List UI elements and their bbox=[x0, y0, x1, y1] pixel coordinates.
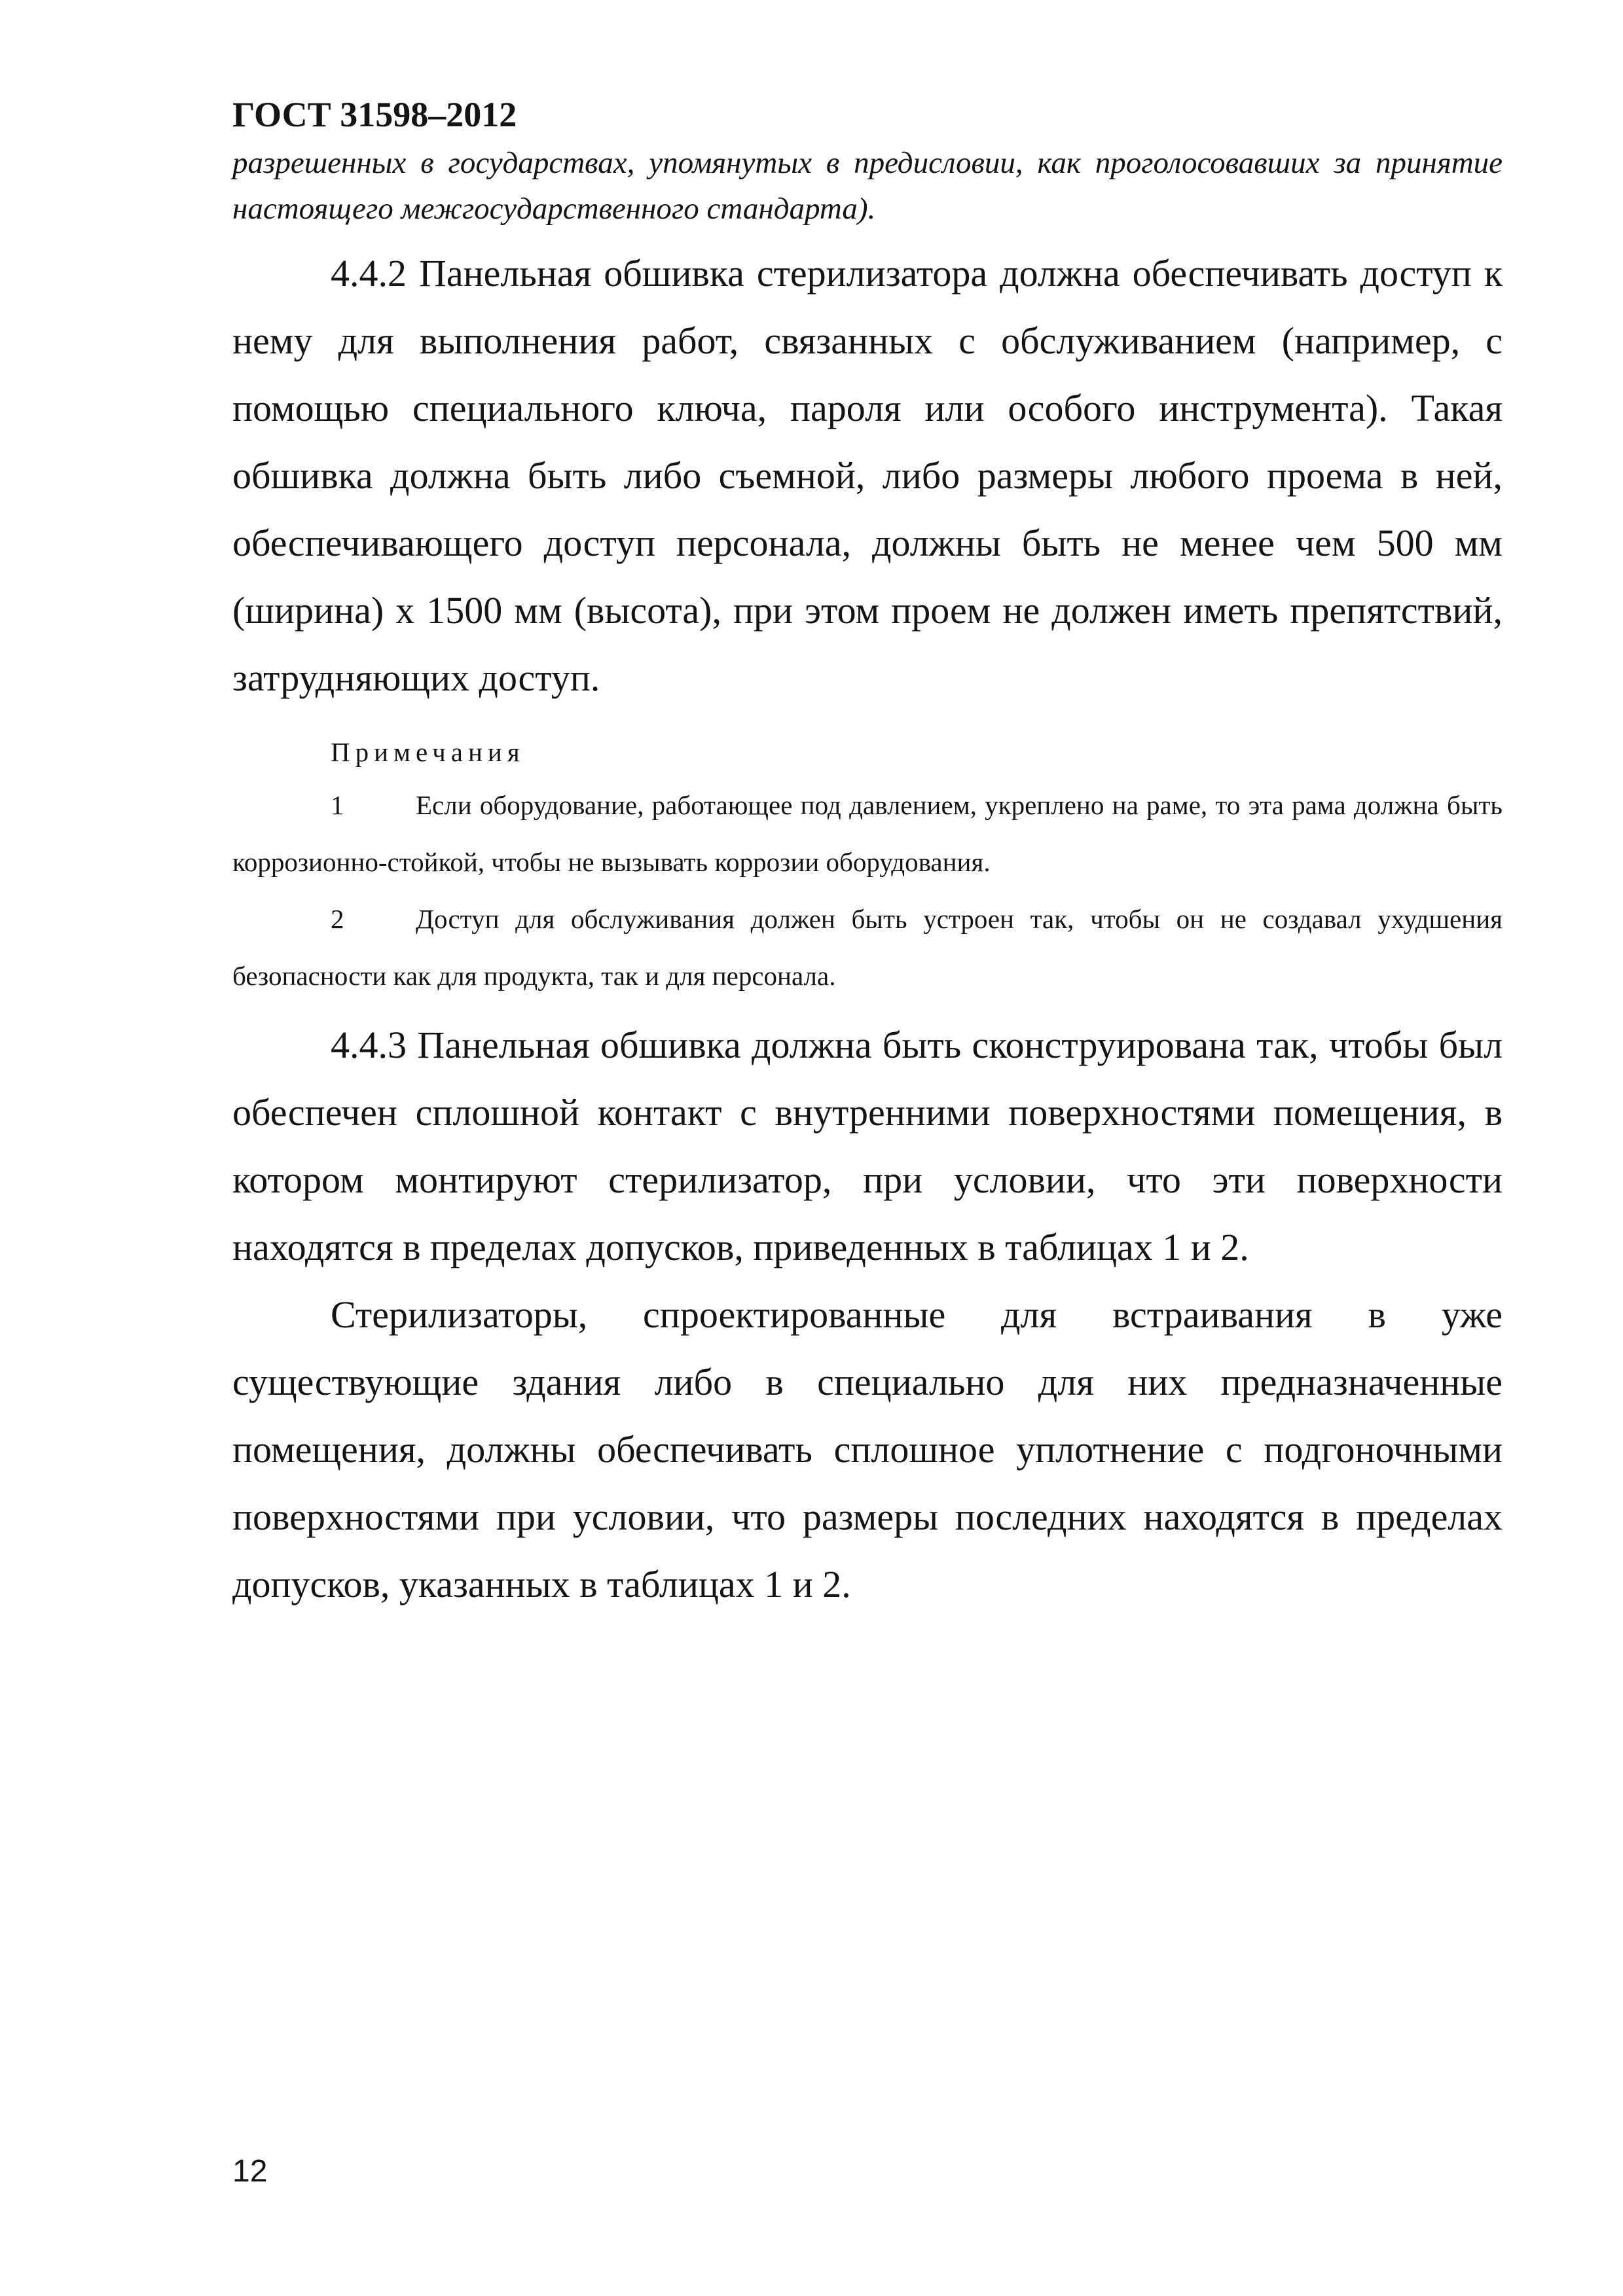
section-text: Панельная обшивка должна быть сконструирована так, чтобы был обеспечен сплошной контакт с внутренними поверхностями помещения, в котором монтируют стерилизатор, при условии, что эти поверхности находятся в пределах допусков, приведенных в таблицах 1 и 2. bbox=[232, 1024, 1503, 1268]
note-item bbox=[232, 777, 1503, 891]
standard-code-header: ГОСТ 31598–2012 bbox=[232, 95, 517, 134]
continuation-text: разрешенных в государствах, упомянутых в предисловии, как проголосовавших за принятие настоящего межгосударственного стандарта). bbox=[232, 146, 1503, 226]
page-number: 12 bbox=[232, 2154, 268, 2189]
section-4-4-3 bbox=[232, 1011, 1503, 1281]
note-number: 2 bbox=[331, 904, 344, 934]
section-number: 4.4.2 bbox=[331, 252, 407, 295]
paragraph-sterilizers bbox=[232, 1281, 1503, 1618]
notes-heading: Примечания bbox=[331, 737, 525, 767]
document-page bbox=[232, 92, 1503, 1618]
note-item bbox=[232, 891, 1503, 1005]
note-text: Если оборудование, работающее под давлением, укреплено на раме, то эта рама должна быть коррозионно-стойкой, чтобы не вызывать коррозии оборудования. bbox=[232, 790, 1503, 877]
section-4-4-2 bbox=[232, 240, 1503, 711]
note-number: 1 bbox=[331, 790, 344, 820]
section-text: Панельная обшивка стерилизатора должна обеспечивать доступ к нему для выполнения работ, связанных с обслуживанием (например, с помощью специального ключа, пароля или особого инструмента). Такая обшивка должна быть либо съемной, либо размеры любого проема в ней, обеспечивающего доступ персонала, должны быть не менее чем 500 мм (ширина) х 1500 мм (высота), при этом проем не должен иметь препятствий, затрудняющих доступ. bbox=[232, 252, 1503, 699]
note-text: Доступ для обслуживания должен быть устроен так, чтобы он не создавал ухудшения безопасности как для продукта, так и для персонала. bbox=[232, 904, 1503, 991]
paragraph-text: Стерилизаторы, спроектированные для встраивания в уже существующие здания либо в специально для них предназначенные помещения, должны обеспечивать сплошное уплотнение с подгоночными поверхностями при условии, что размеры последних находятся в пределах допусков, указанных в таблицах 1 и 2. bbox=[232, 1293, 1503, 1605]
section-number: 4.4.3 bbox=[331, 1024, 407, 1066]
